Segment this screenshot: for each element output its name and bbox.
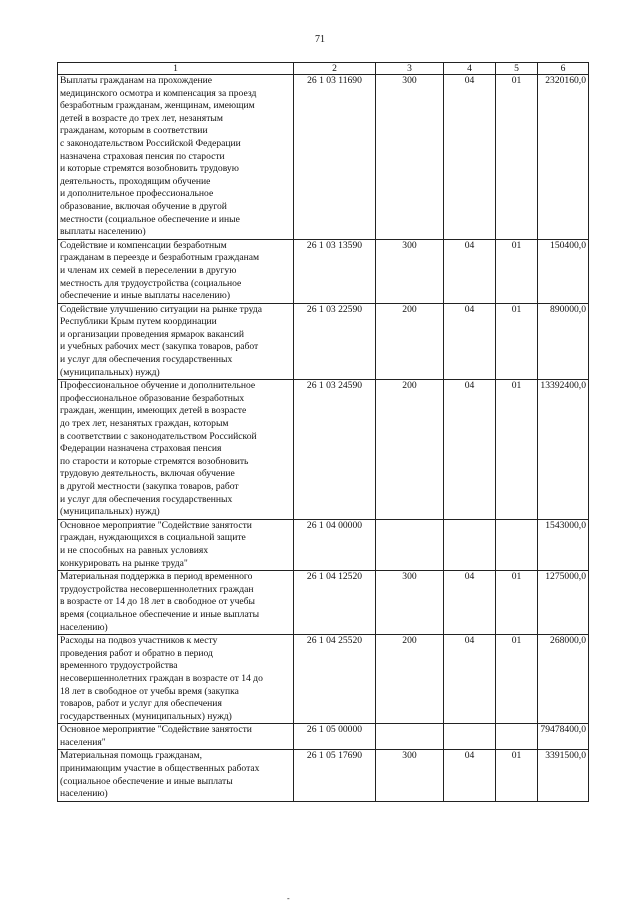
row-description: Материальная помощь гражданам, принимающим участие в общественных работах (социальное обеспечение и иные выплаты населению) (58, 750, 294, 801)
row-code: 26 1 04 12520 (294, 571, 376, 635)
row-description: Содействие и компенсации безработным гражданам в переезде и безработным гражданам и членам их семей в переселении в другую местность для трудоустройства (социальное обеспечение и иные выплаты населению) (58, 239, 294, 303)
row-amount: 79478400,0 (538, 724, 589, 750)
row-description: Основное мероприятие "Содействие занятости граждан, нуждающихся в социальной защите и не способных на равных условиях конкурировать на рынке труда" (58, 519, 294, 570)
row-code: 26 1 05 00000 (294, 724, 376, 750)
row-code: 26 1 05 17690 (294, 750, 376, 801)
row-amount: 1543000,0 (538, 519, 589, 570)
row-expense-type: 300 (376, 239, 444, 303)
column-header-3: 3 (376, 63, 444, 75)
row-section: 04 (444, 303, 496, 380)
table-row (58, 519, 589, 570)
row-code: 26 1 03 22590 (294, 303, 376, 380)
row-expense-type (376, 724, 444, 750)
bottom-mark: - (287, 894, 290, 903)
budget-table (57, 62, 589, 802)
row-description: Основное мероприятие "Содействие занятости населения" (58, 724, 294, 750)
row-code: 26 1 04 25520 (294, 635, 376, 724)
row-amount: 2320160,0 (538, 75, 589, 240)
row-subsection: 01 (496, 571, 538, 635)
row-expense-type: 200 (376, 380, 444, 520)
row-description: Выплаты гражданам на прохождение медицинского осмотра и компенсация за проезд безработным гражданам, женщинам, имеющим детей в возрасте до трех лет, незанятым гражданам, которым в соответствии с законодательством Российской Федерации назначена страховая пенсия по старости и которые стремятся возобновить трудовую деятельность, проходящим обучение и дополнительное профессиональное образование, включая обучение в другой местности (социальное обеспечение и иные выплаты населению) (58, 75, 294, 240)
row-section: 04 (444, 635, 496, 724)
table-row (58, 750, 589, 801)
row-expense-type: 300 (376, 75, 444, 240)
row-subsection: 01 (496, 239, 538, 303)
row-expense-type: 300 (376, 571, 444, 635)
row-section: 04 (444, 571, 496, 635)
row-description: Расходы на подвоз участников к месту проведения работ и обратно в период временного трудоустройства несовершеннолетних граждан в возрасте от 14 до 18 лет в свободное от учебы время (закупка товаров, работ и услуг для обеспечения государственных (муниципальных) нужд) (58, 635, 294, 724)
row-code: 26 1 03 24590 (294, 380, 376, 520)
row-amount: 890000,0 (538, 303, 589, 380)
row-section: 04 (444, 239, 496, 303)
table-row (58, 380, 589, 520)
row-expense-type: 300 (376, 750, 444, 801)
row-subsection: 01 (496, 303, 538, 380)
header-row (58, 63, 589, 75)
column-header-4: 4 (444, 63, 496, 75)
row-expense-type: 200 (376, 303, 444, 380)
row-subsection (496, 724, 538, 750)
row-section (444, 724, 496, 750)
row-amount: 13392400,0 (538, 380, 589, 520)
row-subsection: 01 (496, 750, 538, 801)
row-subsection: 01 (496, 380, 538, 520)
column-header-6: 6 (538, 63, 589, 75)
row-amount: 1275000,0 (538, 571, 589, 635)
row-amount: 3391500,0 (538, 750, 589, 801)
row-expense-type: 200 (376, 635, 444, 724)
table-row (58, 571, 589, 635)
row-code: 26 1 03 11690 (294, 75, 376, 240)
row-code: 26 1 03 13590 (294, 239, 376, 303)
row-description: Профессиональное обучение и дополнительное профессиональное образование безработных граждан, женщин, имеющих детей в возрасте до трех лет, незанятых граждан, которым в соответствии с законодательством Российской Федерации назначена страховая пенсия по старости и которые стремятся возобновить трудовую деятельность, включая обучение в другой местности (закупка товаров, работ и услуг для обеспечения государственных (муниципальных) нужд) (58, 380, 294, 520)
row-section: 04 (444, 750, 496, 801)
row-subsection (496, 519, 538, 570)
table-row (58, 635, 589, 724)
column-header-2: 2 (294, 63, 376, 75)
page-number: 71 (315, 34, 325, 45)
row-section (444, 519, 496, 570)
row-amount: 268000,0 (538, 635, 589, 724)
table-row (58, 75, 589, 240)
table-row (58, 303, 589, 380)
row-section: 04 (444, 380, 496, 520)
row-subsection: 01 (496, 75, 538, 240)
row-description: Содействие улучшению ситуации на рынке труда Республики Крым путем координации и организации проведения ярмарок вакансий и учебных рабочих мест (закупка товаров, работ и услуг для обеспечения государственных (муниципальных) нужд) (58, 303, 294, 380)
row-description: Материальная поддержка в период временного трудоустройства несовершеннолетних граждан в возрасте от 14 до 18 лет в свободное от учебы время (социальное обеспечение и иные выплаты населению) (58, 571, 294, 635)
column-header-1: 1 (58, 63, 294, 75)
row-section: 04 (444, 75, 496, 240)
table-row (58, 724, 589, 750)
column-header-5: 5 (496, 63, 538, 75)
row-amount: 150400,0 (538, 239, 589, 303)
table-row (58, 239, 589, 303)
row-subsection: 01 (496, 635, 538, 724)
row-code: 26 1 04 00000 (294, 519, 376, 570)
row-expense-type (376, 519, 444, 570)
